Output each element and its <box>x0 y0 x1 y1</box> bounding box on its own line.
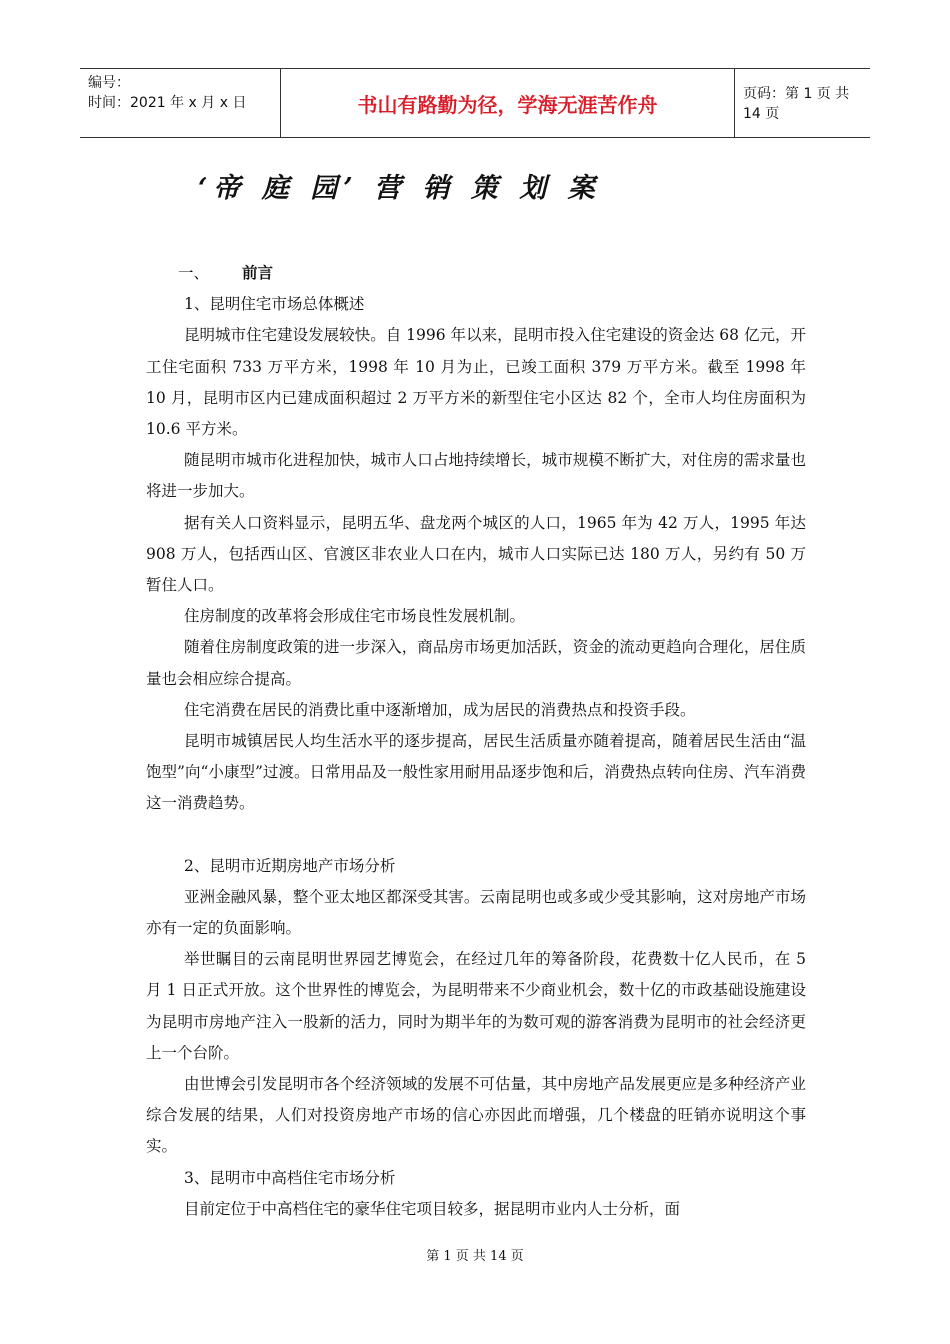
paragraph: 昆明城市住宅建设发展较快。自 1996 年以来，昆明市投入住宅建设的资金达 68 亿元，开工住宅面积 733 万平方米，1998 年 10 月为止，已竣工面积 379 万平方米。截至 1998 年 10 月，昆明市区内已建成面积超过 2 万平方米的新型住宅小区达 82 个，全市人均住房面积为 10.6 平方米。 <box>146 326 806 439</box>
document-title: ‘帝 庭 园’ 营 销 策 划 案 <box>198 173 601 204</box>
paragraph: 住宅消费在居民的消费比重中逐渐增加，成为居民的消费热点和投资手段。 <box>184 700 696 719</box>
code-label: 编号： <box>88 75 130 91</box>
header-page-info: 页码：第 1 页 共 14 页 <box>743 86 850 122</box>
header-motto-cell <box>281 69 735 137</box>
page-footer: 第 1 页 共 14 页 <box>426 1249 524 1264</box>
spacer <box>146 820 806 851</box>
section-heading <box>146 258 806 289</box>
document-body <box>146 258 806 1225</box>
paragraph: 目前定位于中高档住宅的豪华住宅项目较多，据昆明市业内人士分析，面 <box>184 1199 681 1218</box>
header-meta <box>80 69 281 137</box>
section-number: 一、 <box>178 264 210 282</box>
time-label: 时间：2021 年 x 月 x 日 <box>88 95 247 111</box>
subsection-heading-1: 1、昆明住宅市场总体概述 <box>184 295 365 314</box>
section-title: 前言 <box>242 264 274 282</box>
motto: 书山有路勤为径，学海无涯苦作舟 <box>357 92 658 117</box>
paragraph: 随着住房制度政策的进一步深入，商品房市场更加活跃，资金的流动更趋向合理化，居住质量也会相应综合提高。 <box>146 638 806 688</box>
paragraph: 随昆明市城市化进程加快，城市人口占地持续增长，城市规模不断扩大，对住房的需求量也将进一步加大。 <box>146 451 806 501</box>
subsection-heading-3: 3、昆明市中高档住宅市场分析 <box>184 1168 396 1187</box>
paragraph: 举世瞩目的云南昆明世界园艺博览会，在经过几年的筹备阶段，花费数十亿人民币，在 5 月 1 日正式开放。这个世界性的博览会，为昆明带来不少商业机会，数十亿的市政基础设施建设为昆明市房地产注入一股新的活力，同时为期半年的为数可观的游客消费为昆明市的社会经济更上一个台阶。 <box>146 950 806 1062</box>
paragraph: 昆明市城镇居民人均生活水平的逐步提高，居民生活质量亦随着提高，随着居民生活由“温饱型”向“小康型”过渡。日常用品及一般性家用耐用品逐步饱和后，消费热点转向住房、汽车消费这一消费趋势。 <box>146 732 806 813</box>
paragraph: 由世博会引发昆明市各个经济领域的发展不可估量，其中房地产品发展更应是多种经济产业综合发展的结果，人们对投资房地产市场的信心亦因此而增强，几个楼盘的旺销亦说明这个事实。 <box>146 1075 806 1156</box>
subsection-heading-2: 2、昆明市近期房地产市场分析 <box>184 856 396 875</box>
paragraph: 亚洲金融风暴，整个亚太地区都深受其害。云南昆明也或多或少受其影响，这对房地产市场亦有一定的负面影响。 <box>146 887 806 938</box>
paragraph: 据有关人口资料显示，昆明五华、盘龙两个城区的人口，1965 年为 42 万人，1995 年达 908 万人，包括西山区、官渡区非农业人口在内，城市人口实际已达 180 万人，另约有 50 万暂住人口。 <box>146 513 806 595</box>
paragraph: 住房制度的改革将会形成住宅市场良性发展机制。 <box>184 607 526 626</box>
document-header <box>80 68 870 138</box>
